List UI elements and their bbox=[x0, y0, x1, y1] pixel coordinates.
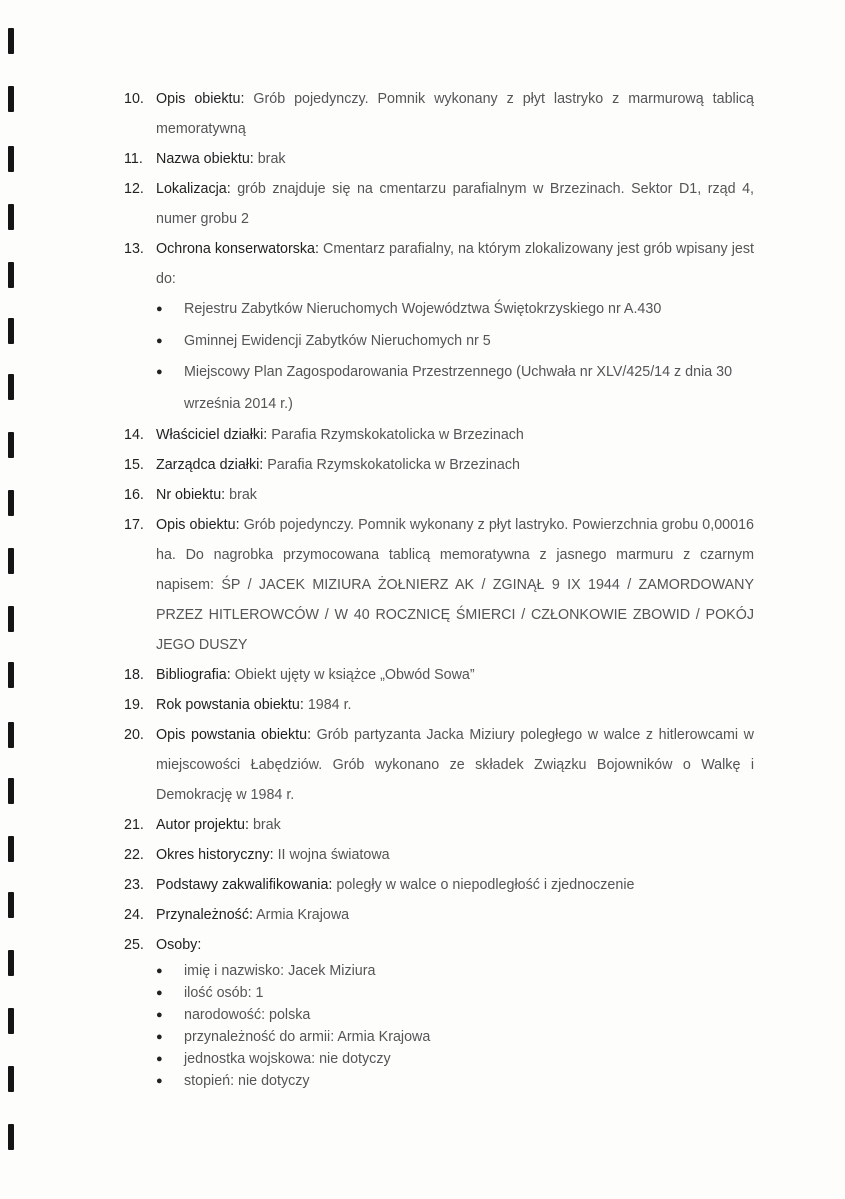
margin-mark bbox=[8, 204, 14, 230]
item-number: 25. bbox=[124, 937, 144, 953]
margin-mark bbox=[8, 1124, 14, 1150]
bullet-icon: ● bbox=[156, 1075, 163, 1087]
bullet-icon: ● bbox=[156, 366, 163, 378]
item-label: Opis obiektu: bbox=[156, 91, 245, 107]
list-item: ● przynależność do armii: Armia Krajowa bbox=[156, 1026, 754, 1048]
list-item: ● jednostka wojskowa: nie dotyczy bbox=[156, 1048, 754, 1070]
item-value: II wojna światowa bbox=[277, 847, 390, 863]
item-value: Cmentarz parafialny, na którym zlokalizowany jest grób wpisany jest do: bbox=[156, 241, 754, 287]
punch-margin bbox=[0, 0, 20, 1199]
margin-mark bbox=[8, 950, 14, 976]
document-body bbox=[124, 84, 754, 1092]
list-item bbox=[124, 450, 754, 480]
item-label: Autor projektu: bbox=[156, 817, 249, 833]
item-value: grób znajduje się na cmentarzu parafialnym w Brzezinach. Sektor D1, rząd 4, numer grobu 2 bbox=[156, 181, 754, 227]
margin-mark bbox=[8, 318, 14, 344]
margin-mark bbox=[8, 490, 14, 516]
item-number: 20. bbox=[124, 727, 144, 743]
margin-mark bbox=[8, 778, 14, 804]
list-item: ● narodowość: polska bbox=[156, 1004, 754, 1026]
list-item bbox=[124, 660, 754, 690]
list-item bbox=[124, 144, 754, 174]
margin-mark bbox=[8, 662, 14, 688]
item-value: brak bbox=[257, 151, 286, 167]
item-number: 24. bbox=[124, 907, 144, 923]
item-label: Przynależność: bbox=[156, 907, 253, 923]
item-number: 13. bbox=[124, 241, 144, 257]
margin-mark bbox=[8, 146, 14, 172]
item-label: Ochrona konserwatorska: bbox=[156, 241, 319, 257]
margin-mark bbox=[8, 722, 14, 748]
list-item bbox=[124, 420, 754, 450]
protection-list bbox=[124, 294, 754, 420]
persons-list bbox=[124, 960, 754, 1092]
item-label: Osoby: bbox=[156, 937, 202, 953]
item-label: Bibliografia: bbox=[156, 667, 231, 683]
bullet-icon: ● bbox=[156, 1009, 163, 1021]
margin-mark bbox=[8, 1066, 14, 1092]
margin-mark bbox=[8, 892, 14, 918]
list-item bbox=[124, 870, 754, 900]
item-label: Zarządca działki: bbox=[156, 457, 264, 473]
item-value: brak bbox=[252, 817, 281, 833]
list-item bbox=[124, 510, 754, 660]
list-item bbox=[124, 84, 754, 144]
item-label: Opis obiektu: bbox=[156, 517, 240, 533]
list-item: ● Rejestru Zabytków Nieruchomych Województwa Świętokrzyskiego nr A.430 bbox=[156, 294, 754, 326]
item-number: 17. bbox=[124, 517, 144, 533]
list-item bbox=[124, 720, 754, 810]
margin-mark bbox=[8, 86, 14, 112]
item-number: 19. bbox=[124, 697, 144, 713]
bullet-icon: ● bbox=[156, 965, 163, 977]
item-label: Nazwa obiektu: bbox=[156, 151, 254, 167]
margin-mark bbox=[8, 432, 14, 458]
item-value: Grób pojedynczy. Pomnik wykonany z płyt lastryko. Powierzchnia grobu 0,00016 ha. Do nagrobka przymocowana tablicą memoratywna z jasnego marmuru z czarnym napisem: ŚP / JACEK MIZIURA ŻOŁNIERZ AK / ZGINĄŁ 9 IX 1944 / ZAMORDOWANY PRZEZ HITLEROWCÓW / W 40 ROCZNICĘ ŚMIERCI / CZŁONKOWIE ZBOWID / POKÓJ JEGO DUSZY bbox=[156, 517, 754, 653]
list-item bbox=[124, 930, 754, 960]
item-number: 12. bbox=[124, 181, 144, 197]
list-item bbox=[124, 840, 754, 870]
list-item bbox=[124, 174, 754, 234]
item-number: 22. bbox=[124, 847, 144, 863]
item-number: 18. bbox=[124, 667, 144, 683]
list-item bbox=[124, 900, 754, 930]
margin-mark bbox=[8, 1008, 14, 1034]
list-item: ● Gminnej Ewidencji Zabytków Nieruchomych nr 5 bbox=[156, 326, 754, 358]
item-label: Opis powstania obiektu: bbox=[156, 727, 312, 743]
margin-mark bbox=[8, 374, 14, 400]
bullet-icon: ● bbox=[156, 987, 163, 999]
item-label: Okres historyczny: bbox=[156, 847, 274, 863]
bullet-icon: ● bbox=[156, 303, 163, 315]
item-label: Nr obiektu: bbox=[156, 487, 226, 503]
item-label: Właściciel działki: bbox=[156, 427, 268, 443]
list-item: ● ilość osób: 1 bbox=[156, 982, 754, 1004]
list-item: ● Miejscowy Plan Zagospodarowania Przestrzennego (Uchwała nr XLV/425/14 z dnia 30 września 2014 r.) bbox=[156, 357, 754, 420]
item-number: 14. bbox=[124, 427, 144, 443]
bullet-icon: ● bbox=[156, 1031, 163, 1043]
margin-mark bbox=[8, 606, 14, 632]
item-label: Rok powstania obiektu: bbox=[156, 697, 304, 713]
list-item bbox=[124, 480, 754, 510]
bullet-icon: ● bbox=[156, 334, 163, 347]
bullet-icon: ● bbox=[156, 1053, 163, 1065]
item-value: Grób pojedynczy. Pomnik wykonany z płyt lastryko z marmurową tablicą memoratywną bbox=[156, 91, 754, 137]
margin-mark bbox=[8, 836, 14, 862]
list-item bbox=[124, 234, 754, 294]
item-value: poległy w walce o niepodległość i zjednoczenie bbox=[336, 877, 635, 893]
list-item: ● imię i nazwisko: Jacek Miziura bbox=[156, 960, 754, 982]
item-number: 10. bbox=[124, 91, 144, 107]
item-number: 16. bbox=[124, 487, 144, 503]
margin-mark bbox=[8, 548, 14, 574]
item-label: Podstawy zakwalifikowania: bbox=[156, 877, 333, 893]
item-value: Obiekt ujęty w książce „Obwód Sowa” bbox=[234, 667, 475, 683]
item-value: Grób partyzanta Jacka Miziury poległego w walce z hitlerowcami w miejscowości Łabędziów. Grób wykonano ze składek Związku Bojowników o Walkę i Demokrację w 1984 r. bbox=[156, 727, 754, 803]
list-item bbox=[124, 810, 754, 840]
item-number: 21. bbox=[124, 817, 144, 833]
item-value: brak bbox=[229, 487, 257, 503]
item-value: Parafia Rzymskokatolicka w Brzezinach bbox=[267, 457, 520, 473]
margin-mark bbox=[8, 262, 14, 288]
item-label: Lokalizacja: bbox=[156, 181, 231, 197]
item-value: Parafia Rzymskokatolicka w Brzezinach bbox=[271, 427, 524, 443]
item-value: Armia Krajowa bbox=[256, 907, 350, 923]
item-number: 23. bbox=[124, 877, 144, 893]
list-item bbox=[124, 690, 754, 720]
item-number: 15. bbox=[124, 457, 144, 473]
item-value: 1984 r. bbox=[307, 697, 352, 713]
margin-mark bbox=[8, 28, 14, 54]
list-item: ● stopień: nie dotyczy bbox=[156, 1070, 754, 1092]
item-number: 11. bbox=[124, 151, 143, 167]
